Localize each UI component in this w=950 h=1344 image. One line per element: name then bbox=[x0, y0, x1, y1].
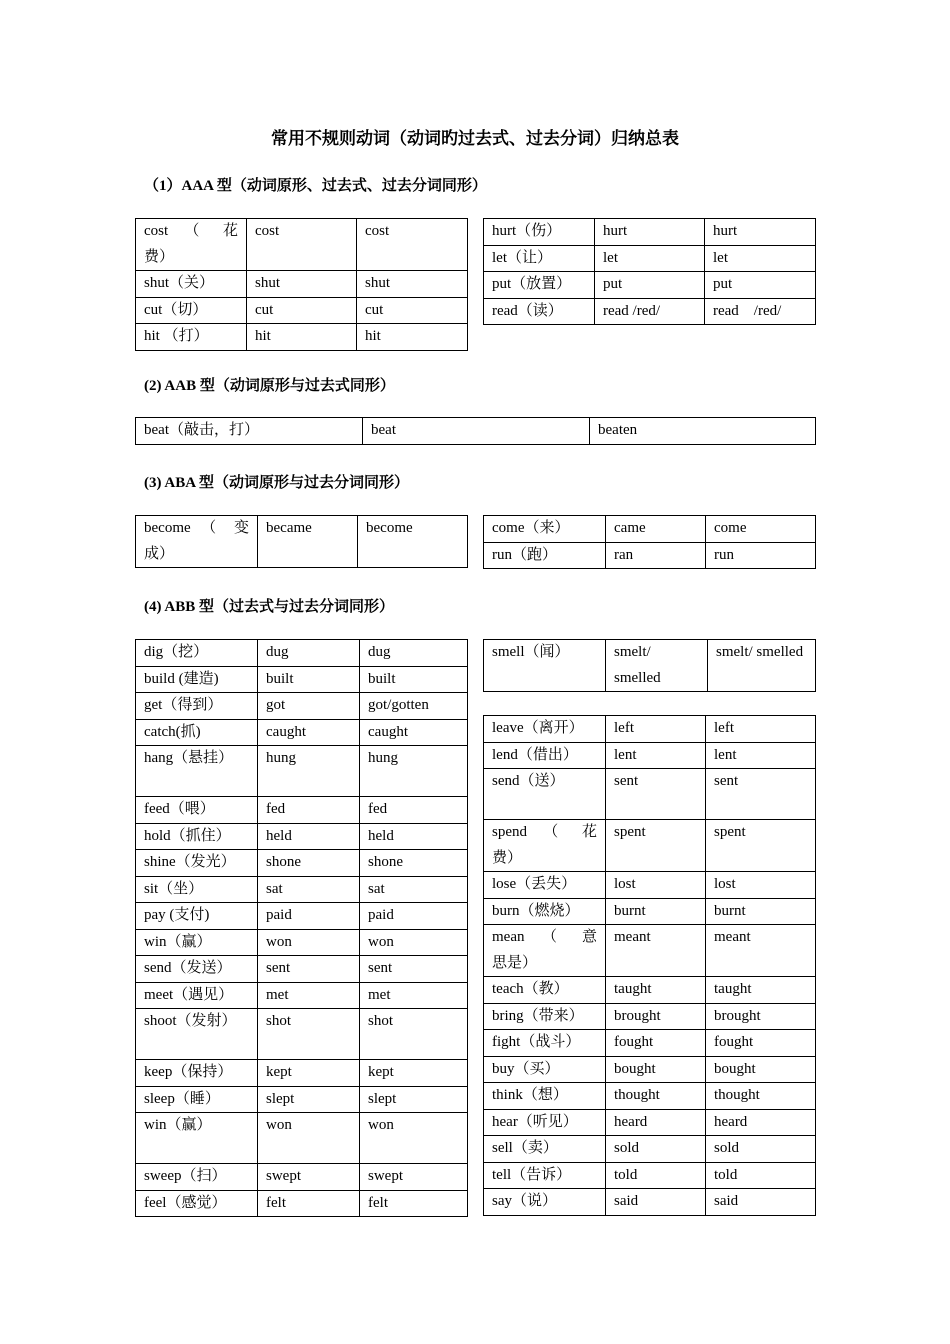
verb-base-cell: cost （ 花费） bbox=[136, 219, 247, 271]
past-tense-cell: burnt bbox=[606, 898, 706, 925]
past-tense-cell: won bbox=[258, 1113, 360, 1164]
past-participle-cell: become bbox=[358, 516, 468, 568]
past-tense-cell: told bbox=[606, 1162, 706, 1189]
past-participle-cell: won bbox=[360, 929, 468, 956]
past-tense-cell: came bbox=[606, 516, 706, 543]
past-tense-cell: put bbox=[595, 272, 705, 299]
past-tense-cell: sold bbox=[606, 1136, 706, 1163]
table-row bbox=[484, 1056, 816, 1083]
past-tense-cell: caught bbox=[258, 719, 360, 746]
verb-base-cell: shut（关） bbox=[136, 271, 247, 298]
past-participle-cell: swept bbox=[360, 1164, 468, 1191]
past-tense-cell: hit bbox=[247, 324, 357, 351]
verb-base-cell: fight（战斗） bbox=[484, 1030, 606, 1057]
table-row bbox=[136, 324, 468, 351]
verb-base-cell: let（让） bbox=[484, 245, 595, 272]
past-participle-cell: felt bbox=[360, 1190, 468, 1217]
past-participle-cell: met bbox=[360, 982, 468, 1009]
past-tense-cell: fed bbox=[258, 797, 360, 824]
past-participle-cell: sat bbox=[360, 876, 468, 903]
aaa-left-table bbox=[135, 218, 468, 351]
past-participle-cell: heard bbox=[706, 1109, 816, 1136]
past-tense-cell: said bbox=[606, 1189, 706, 1216]
table-row bbox=[484, 516, 816, 543]
verb-base-cell: smell（闻） bbox=[484, 640, 606, 692]
table-row bbox=[136, 1113, 468, 1164]
abb-left-table bbox=[135, 639, 468, 1217]
past-tense-cell: hurt bbox=[595, 219, 705, 246]
past-participle-cell: lent bbox=[706, 742, 816, 769]
aaa-right-table bbox=[483, 218, 816, 325]
past-tense-cell: cut bbox=[247, 297, 357, 324]
verb-base-cell: leave（离开） bbox=[484, 716, 606, 743]
table-row bbox=[484, 1003, 816, 1030]
past-participle-cell: caught bbox=[360, 719, 468, 746]
aba-right-table bbox=[483, 515, 816, 569]
verb-base-cell: spend （ 花费） bbox=[484, 820, 606, 872]
verb-base-cell: mean （ 意 思是） bbox=[484, 925, 606, 977]
table-row bbox=[136, 418, 816, 445]
section-heading-aba: (3) ABA 型（动词原形与过去分词同形） bbox=[144, 475, 410, 491]
past-tense-cell: sent bbox=[258, 956, 360, 983]
past-tense-cell: slept bbox=[258, 1086, 360, 1113]
verb-base-cell: hold（抓住） bbox=[136, 823, 258, 850]
past-tense-cell: kept bbox=[258, 1060, 360, 1087]
verb-base-cell: buy（买） bbox=[484, 1056, 606, 1083]
verb-base-cell: send（送） bbox=[484, 769, 606, 820]
past-participle-cell: sent bbox=[706, 769, 816, 820]
past-tense-cell: met bbox=[258, 982, 360, 1009]
past-participle-cell: kept bbox=[360, 1060, 468, 1087]
verb-base-cell: sell（卖） bbox=[484, 1136, 606, 1163]
verb-base-cell: teach（教） bbox=[484, 977, 606, 1004]
past-tense-cell: became bbox=[258, 516, 358, 568]
verb-base-cell: feed（喂） bbox=[136, 797, 258, 824]
aba-left-table bbox=[135, 515, 468, 568]
past-participle-cell: shot bbox=[360, 1009, 468, 1060]
table-row bbox=[136, 693, 468, 720]
verb-base-cell: beat（敲击，打） bbox=[136, 418, 363, 445]
table-row bbox=[484, 1136, 816, 1163]
table-row bbox=[484, 769, 816, 820]
past-participle-cell: built bbox=[360, 666, 468, 693]
past-tense-cell: held bbox=[258, 823, 360, 850]
past-participle-cell: paid bbox=[360, 903, 468, 930]
past-participle-cell: run bbox=[706, 542, 816, 569]
section-heading-abb: (4) ABB 型（过去式与过去分词同形） bbox=[144, 599, 395, 615]
verb-base-cell: tell（告诉） bbox=[484, 1162, 606, 1189]
table-row bbox=[136, 666, 468, 693]
past-tense-cell: lost bbox=[606, 872, 706, 899]
past-participle-cell: dug bbox=[360, 640, 468, 667]
past-tense-cell: let bbox=[595, 245, 705, 272]
table-row bbox=[484, 1083, 816, 1110]
past-tense-cell: paid bbox=[258, 903, 360, 930]
past-participle-cell: come bbox=[706, 516, 816, 543]
past-tense-cell: got bbox=[258, 693, 360, 720]
verb-base-cell: keep（保持） bbox=[136, 1060, 258, 1087]
past-tense-cell: spent bbox=[606, 820, 706, 872]
verb-base-cell: win（赢） bbox=[136, 929, 258, 956]
table-row bbox=[484, 1162, 816, 1189]
table-row bbox=[484, 872, 816, 899]
verb-base-cell: shoot（发射） bbox=[136, 1009, 258, 1060]
past-tense-cell: cost bbox=[247, 219, 357, 271]
table-row bbox=[136, 982, 468, 1009]
table-row bbox=[484, 272, 816, 299]
table-row bbox=[484, 925, 816, 977]
table-row bbox=[484, 820, 816, 872]
section-heading-aab: (2) AAB 型（动词原形与过去式同形） bbox=[144, 378, 395, 394]
verb-base-cell: put（放置） bbox=[484, 272, 595, 299]
verb-base-cell: sit（坐） bbox=[136, 876, 258, 903]
past-participle-cell: read /red/ bbox=[705, 298, 816, 325]
verb-base-cell: run（跑） bbox=[484, 542, 606, 569]
past-participle-cell: let bbox=[705, 245, 816, 272]
table-row bbox=[136, 271, 468, 298]
table-row bbox=[484, 898, 816, 925]
past-participle-cell: lost bbox=[706, 872, 816, 899]
table-row bbox=[136, 719, 468, 746]
section-heading-aaa: （1）AAA 型（动词原形、过去式、过去分词同形） bbox=[144, 178, 487, 194]
past-participle-cell: said bbox=[706, 1189, 816, 1216]
past-participle-cell: spent bbox=[706, 820, 816, 872]
past-participle-cell: put bbox=[705, 272, 816, 299]
past-participle-cell: smelt/ smelled bbox=[708, 640, 816, 692]
past-tense-cell: lent bbox=[606, 742, 706, 769]
verb-base-cell: send（发送） bbox=[136, 956, 258, 983]
past-tense-cell: read /red/ bbox=[595, 298, 705, 325]
abb-right-table bbox=[483, 715, 816, 1216]
past-participle-cell: cut bbox=[357, 297, 468, 324]
table-row bbox=[484, 1109, 816, 1136]
past-tense-cell: brought bbox=[606, 1003, 706, 1030]
past-tense-cell: beat bbox=[363, 418, 590, 445]
verb-base-cell: hit （打） bbox=[136, 324, 247, 351]
aab-table bbox=[135, 417, 816, 445]
past-participle-cell: sold bbox=[706, 1136, 816, 1163]
table-row bbox=[484, 298, 816, 325]
past-tense-cell: shone bbox=[258, 850, 360, 877]
past-tense-cell: won bbox=[258, 929, 360, 956]
table-row bbox=[136, 876, 468, 903]
verb-base-cell: pay (支付) bbox=[136, 903, 258, 930]
verb-base-cell: lose（丢失） bbox=[484, 872, 606, 899]
verb-base-cell: sleep（睡） bbox=[136, 1086, 258, 1113]
table-row bbox=[484, 1189, 816, 1216]
verb-base-cell: hear（听见） bbox=[484, 1109, 606, 1136]
past-participle-cell: slept bbox=[360, 1086, 468, 1113]
table-row bbox=[136, 516, 468, 568]
table-row bbox=[136, 823, 468, 850]
past-tense-cell: dug bbox=[258, 640, 360, 667]
table-row bbox=[136, 1009, 468, 1060]
table-row bbox=[484, 542, 816, 569]
past-tense-cell: shut bbox=[247, 271, 357, 298]
past-participle-cell: hit bbox=[357, 324, 468, 351]
past-tense-cell: thought bbox=[606, 1083, 706, 1110]
past-participle-cell: sent bbox=[360, 956, 468, 983]
past-tense-cell: left bbox=[606, 716, 706, 743]
table-row bbox=[484, 742, 816, 769]
verb-base-cell: dig（挖） bbox=[136, 640, 258, 667]
past-participle-cell: hung bbox=[360, 746, 468, 797]
past-participle-cell: burnt bbox=[706, 898, 816, 925]
table-row bbox=[136, 1060, 468, 1087]
past-tense-cell: sat bbox=[258, 876, 360, 903]
verb-base-cell: hurt（伤） bbox=[484, 219, 595, 246]
table-row bbox=[484, 245, 816, 272]
past-tense-cell: built bbox=[258, 666, 360, 693]
past-participle-cell: told bbox=[706, 1162, 816, 1189]
past-participle-cell: shone bbox=[360, 850, 468, 877]
past-tense-cell: hung bbox=[258, 746, 360, 797]
abb-right-top-table bbox=[483, 639, 816, 692]
past-tense-cell: sent bbox=[606, 769, 706, 820]
verb-base-cell: meet（遇见） bbox=[136, 982, 258, 1009]
table-row bbox=[484, 219, 816, 246]
verb-base-cell: build (建造) bbox=[136, 666, 258, 693]
past-participle-cell: cost bbox=[357, 219, 468, 271]
verb-base-cell: get（得到） bbox=[136, 693, 258, 720]
past-tense-cell: felt bbox=[258, 1190, 360, 1217]
past-participle-cell: held bbox=[360, 823, 468, 850]
past-participle-cell: bought bbox=[706, 1056, 816, 1083]
table-row bbox=[136, 746, 468, 797]
verb-base-cell: cut（切） bbox=[136, 297, 247, 324]
past-tense-cell: ran bbox=[606, 542, 706, 569]
verb-base-cell: feel（感觉） bbox=[136, 1190, 258, 1217]
past-participle-cell: won bbox=[360, 1113, 468, 1164]
table-row bbox=[136, 929, 468, 956]
table-row bbox=[136, 903, 468, 930]
verb-base-cell: say（说） bbox=[484, 1189, 606, 1216]
table-row bbox=[136, 1164, 468, 1191]
past-tense-cell: swept bbox=[258, 1164, 360, 1191]
past-participle-cell: fought bbox=[706, 1030, 816, 1057]
past-tense-cell: heard bbox=[606, 1109, 706, 1136]
past-participle-cell: hurt bbox=[705, 219, 816, 246]
verb-base-cell: shine（发光） bbox=[136, 850, 258, 877]
table-row bbox=[484, 716, 816, 743]
past-tense-cell: smelt/ smelled bbox=[606, 640, 708, 692]
verb-base-cell: become （ 变成） bbox=[136, 516, 258, 568]
table-row bbox=[484, 1030, 816, 1057]
past-participle-cell: thought bbox=[706, 1083, 816, 1110]
past-tense-cell: taught bbox=[606, 977, 706, 1004]
past-tense-cell: bought bbox=[606, 1056, 706, 1083]
page-title: 常用不规则动词（动词旳过去式、过去分词）归纳总表 bbox=[271, 129, 679, 148]
table-row bbox=[136, 640, 468, 667]
table-row bbox=[136, 297, 468, 324]
verb-base-cell: bring（带来） bbox=[484, 1003, 606, 1030]
past-tense-cell: shot bbox=[258, 1009, 360, 1060]
verb-base-cell: hang（悬挂） bbox=[136, 746, 258, 797]
table-row bbox=[136, 1086, 468, 1113]
table-row bbox=[484, 977, 816, 1004]
table-row bbox=[484, 640, 816, 692]
past-participle-cell: fed bbox=[360, 797, 468, 824]
table-row bbox=[136, 219, 468, 271]
verb-base-cell: sweep（扫） bbox=[136, 1164, 258, 1191]
verb-base-cell: think（想） bbox=[484, 1083, 606, 1110]
past-participle-cell: taught bbox=[706, 977, 816, 1004]
past-tense-cell: meant bbox=[606, 925, 706, 977]
table-row bbox=[136, 1190, 468, 1217]
table-row bbox=[136, 956, 468, 983]
past-participle-cell: got/gotten bbox=[360, 693, 468, 720]
verb-base-cell: come（来） bbox=[484, 516, 606, 543]
verb-base-cell: read（读） bbox=[484, 298, 595, 325]
verb-base-cell: win（赢） bbox=[136, 1113, 258, 1164]
verb-base-cell: lend（借出） bbox=[484, 742, 606, 769]
past-participle-cell: shut bbox=[357, 271, 468, 298]
table-row bbox=[136, 797, 468, 824]
past-participle-cell: meant bbox=[706, 925, 816, 977]
past-tense-cell: fought bbox=[606, 1030, 706, 1057]
verb-base-cell: burn（燃烧） bbox=[484, 898, 606, 925]
past-participle-cell: left bbox=[706, 716, 816, 743]
table-row bbox=[136, 850, 468, 877]
past-participle-cell: brought bbox=[706, 1003, 816, 1030]
verb-base-cell: catch(抓) bbox=[136, 719, 258, 746]
past-participle-cell: beaten bbox=[590, 418, 816, 445]
